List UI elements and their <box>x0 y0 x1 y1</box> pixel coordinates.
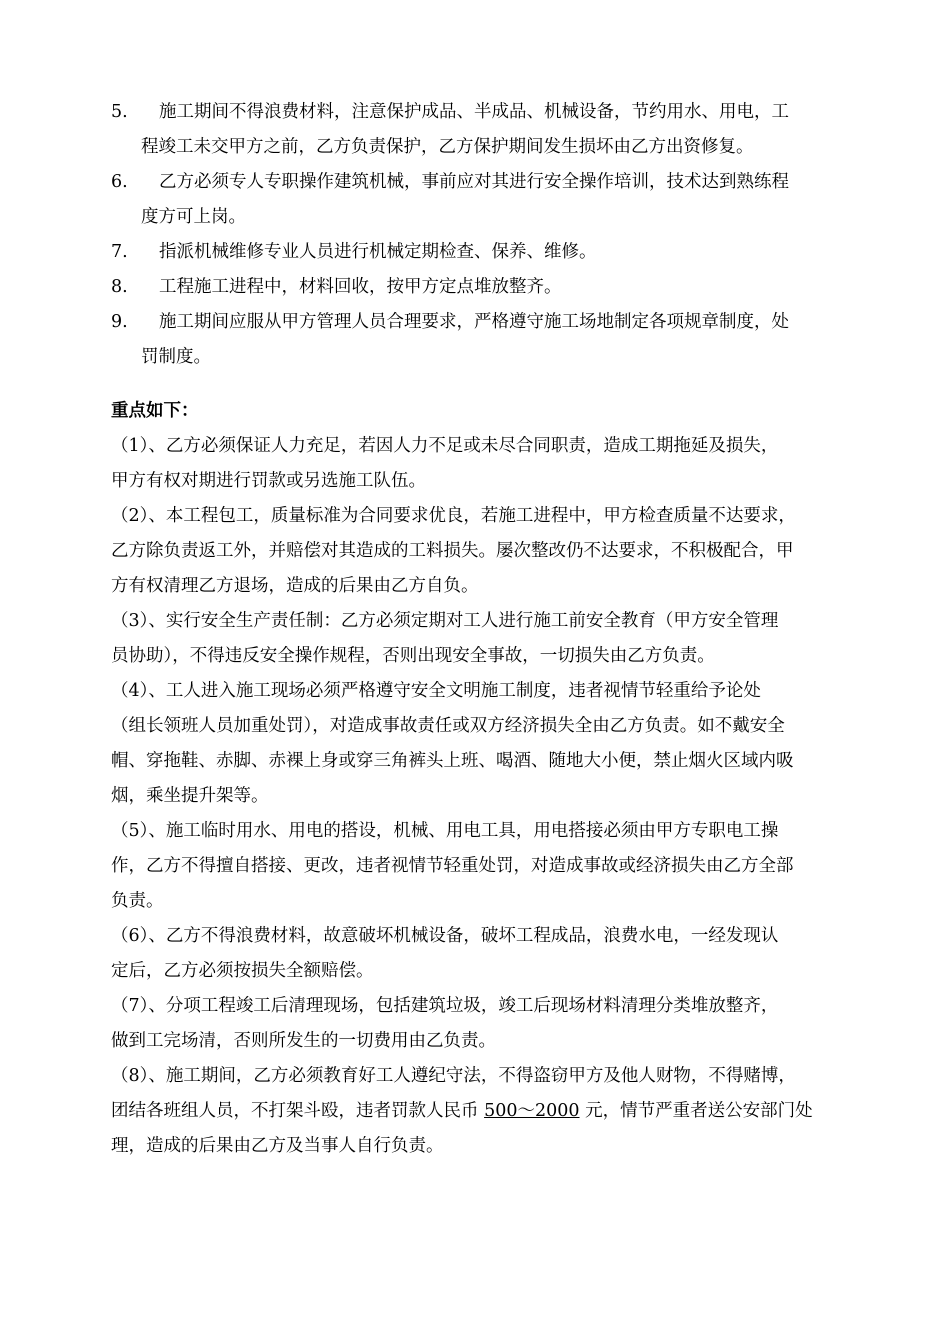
key-point-1 <box>111 429 871 499</box>
point-line: （7）、分项工程竣工后清理现场，包括建筑垃圾，竣工后现场材料清理分类堆放整齐， <box>111 996 779 1016</box>
item-text: 工程施工进程中，材料回收，按甲方定点堆放整齐。 <box>159 277 562 297</box>
key-point-7 <box>111 989 871 1059</box>
item-text: 施工期间不得浪费材料，注意保护成品、半成品、机械设备，节约用水、用电，工 <box>159 102 789 122</box>
key-point-8 <box>111 1059 871 1164</box>
point-line: 作，乙方不得擅自搭接、更改，违者视情节轻重处罚，对造成事故或经济损失由乙方全部 <box>111 856 794 876</box>
point-line: 甲方有权对期进行罚款或另选施工队伍。 <box>111 471 426 491</box>
item-text-continued: 程竣工未交甲方之前，乙方负责保护，乙方保护期间发生损坏由乙方出资修复。 <box>141 137 754 157</box>
key-points <box>111 429 871 1164</box>
item-text: 施工期间应服从甲方管理人员合理要求，严格遵守施工场地制定各项规章制度，处 <box>159 312 789 332</box>
point-line: 负责。 <box>111 891 164 911</box>
point-line: 方有权清理乙方退场，造成的后果由乙方自负。 <box>111 576 479 596</box>
numbered-list <box>111 95 871 375</box>
fine-amount: 500～2000 <box>484 1101 580 1121</box>
point-line: 理，造成的后果由乙方及当事人自行负责。 <box>111 1136 444 1156</box>
point-line: （组长领班人员加重处罚），对造成事故责任或双方经济损失全由乙方负责。如不戴安全 <box>111 716 785 736</box>
point-line: （1）、乙方必须保证人力充足，若因人力不足或未尽合同职责，造成工期拖延及损失， <box>111 436 779 456</box>
point-line: （4）、工人进入施工现场必须严格遵守安全文明施工制度，违者视情节轻重给予论处 <box>111 681 761 701</box>
item-number: 5. <box>111 102 128 122</box>
point-line <box>111 1094 871 1129</box>
point-line: 烟，乘坐提升架等。 <box>111 786 269 806</box>
point-text: 团结各班组人员，不打架斗殴，违者罚款人民币 <box>111 1101 485 1121</box>
point-line: 做到工完场清，否则所发生的一切费用由乙负责。 <box>111 1031 496 1051</box>
item-number: 6. <box>111 172 128 192</box>
item-text-continued: 度方可上岗。 <box>141 207 246 227</box>
point-text: 元，情节严重者送公安部门处 <box>579 1101 813 1121</box>
list-item <box>111 305 871 375</box>
item-text: 指派机械维修专业人员进行机械定期检查、保养、维修。 <box>159 242 597 262</box>
point-line: （3）、实行安全生产责任制：乙方必须定期对工人进行施工前安全教育（甲方安全管理 <box>111 611 779 631</box>
list-item <box>111 165 871 235</box>
point-line: 员协助），不得违反安全操作规程，否则出现安全事故，一切损失由乙方负责。 <box>111 646 715 666</box>
point-line: 乙方除负责返工外，并赔偿对其造成的工料损失。屡次整改仍不达要求，不积极配合，甲 <box>111 541 794 561</box>
point-line: （6）、乙方不得浪费材料，故意破坏机械设备，破坏工程成品，浪费水电，一经发现认 <box>111 926 779 946</box>
key-point-4 <box>111 674 871 814</box>
item-number: 9. <box>111 312 128 332</box>
key-point-6 <box>111 919 871 989</box>
item-number: 8. <box>111 277 128 297</box>
key-point-5 <box>111 814 871 919</box>
point-line: （5）、施工临时用水、用电的搭设，机械、用电工具，用电搭接必须由甲方专职电工操 <box>111 821 779 841</box>
item-text-continued: 罚制度。 <box>141 347 211 367</box>
section-heading: 重点如下： <box>111 401 199 421</box>
point-line: （2）、本工程包工，质量标准为合同要求优良，若施工进程中，甲方检查质量不达要求， <box>111 506 796 526</box>
item-number: 7. <box>111 242 128 262</box>
key-point-3 <box>111 604 871 674</box>
list-item <box>111 95 871 165</box>
point-line: （8）、施工期间，乙方必须教育好工人遵纪守法，不得盗窃甲方及他人财物，不得赌博， <box>111 1066 796 1086</box>
list-item <box>111 270 871 305</box>
point-line: 帽、穿拖鞋、赤脚、赤裸上身或穿三角裤头上班、喝酒、随地大小便，禁止烟火区域内吸 <box>111 751 794 771</box>
item-text: 乙方必须专人专职操作建筑机械，事前应对其进行安全操作培训，技术达到熟练程 <box>159 172 789 192</box>
point-line: 定后，乙方必须按损失全额赔偿。 <box>111 961 374 981</box>
key-point-2 <box>111 499 871 604</box>
list-item <box>111 235 871 270</box>
